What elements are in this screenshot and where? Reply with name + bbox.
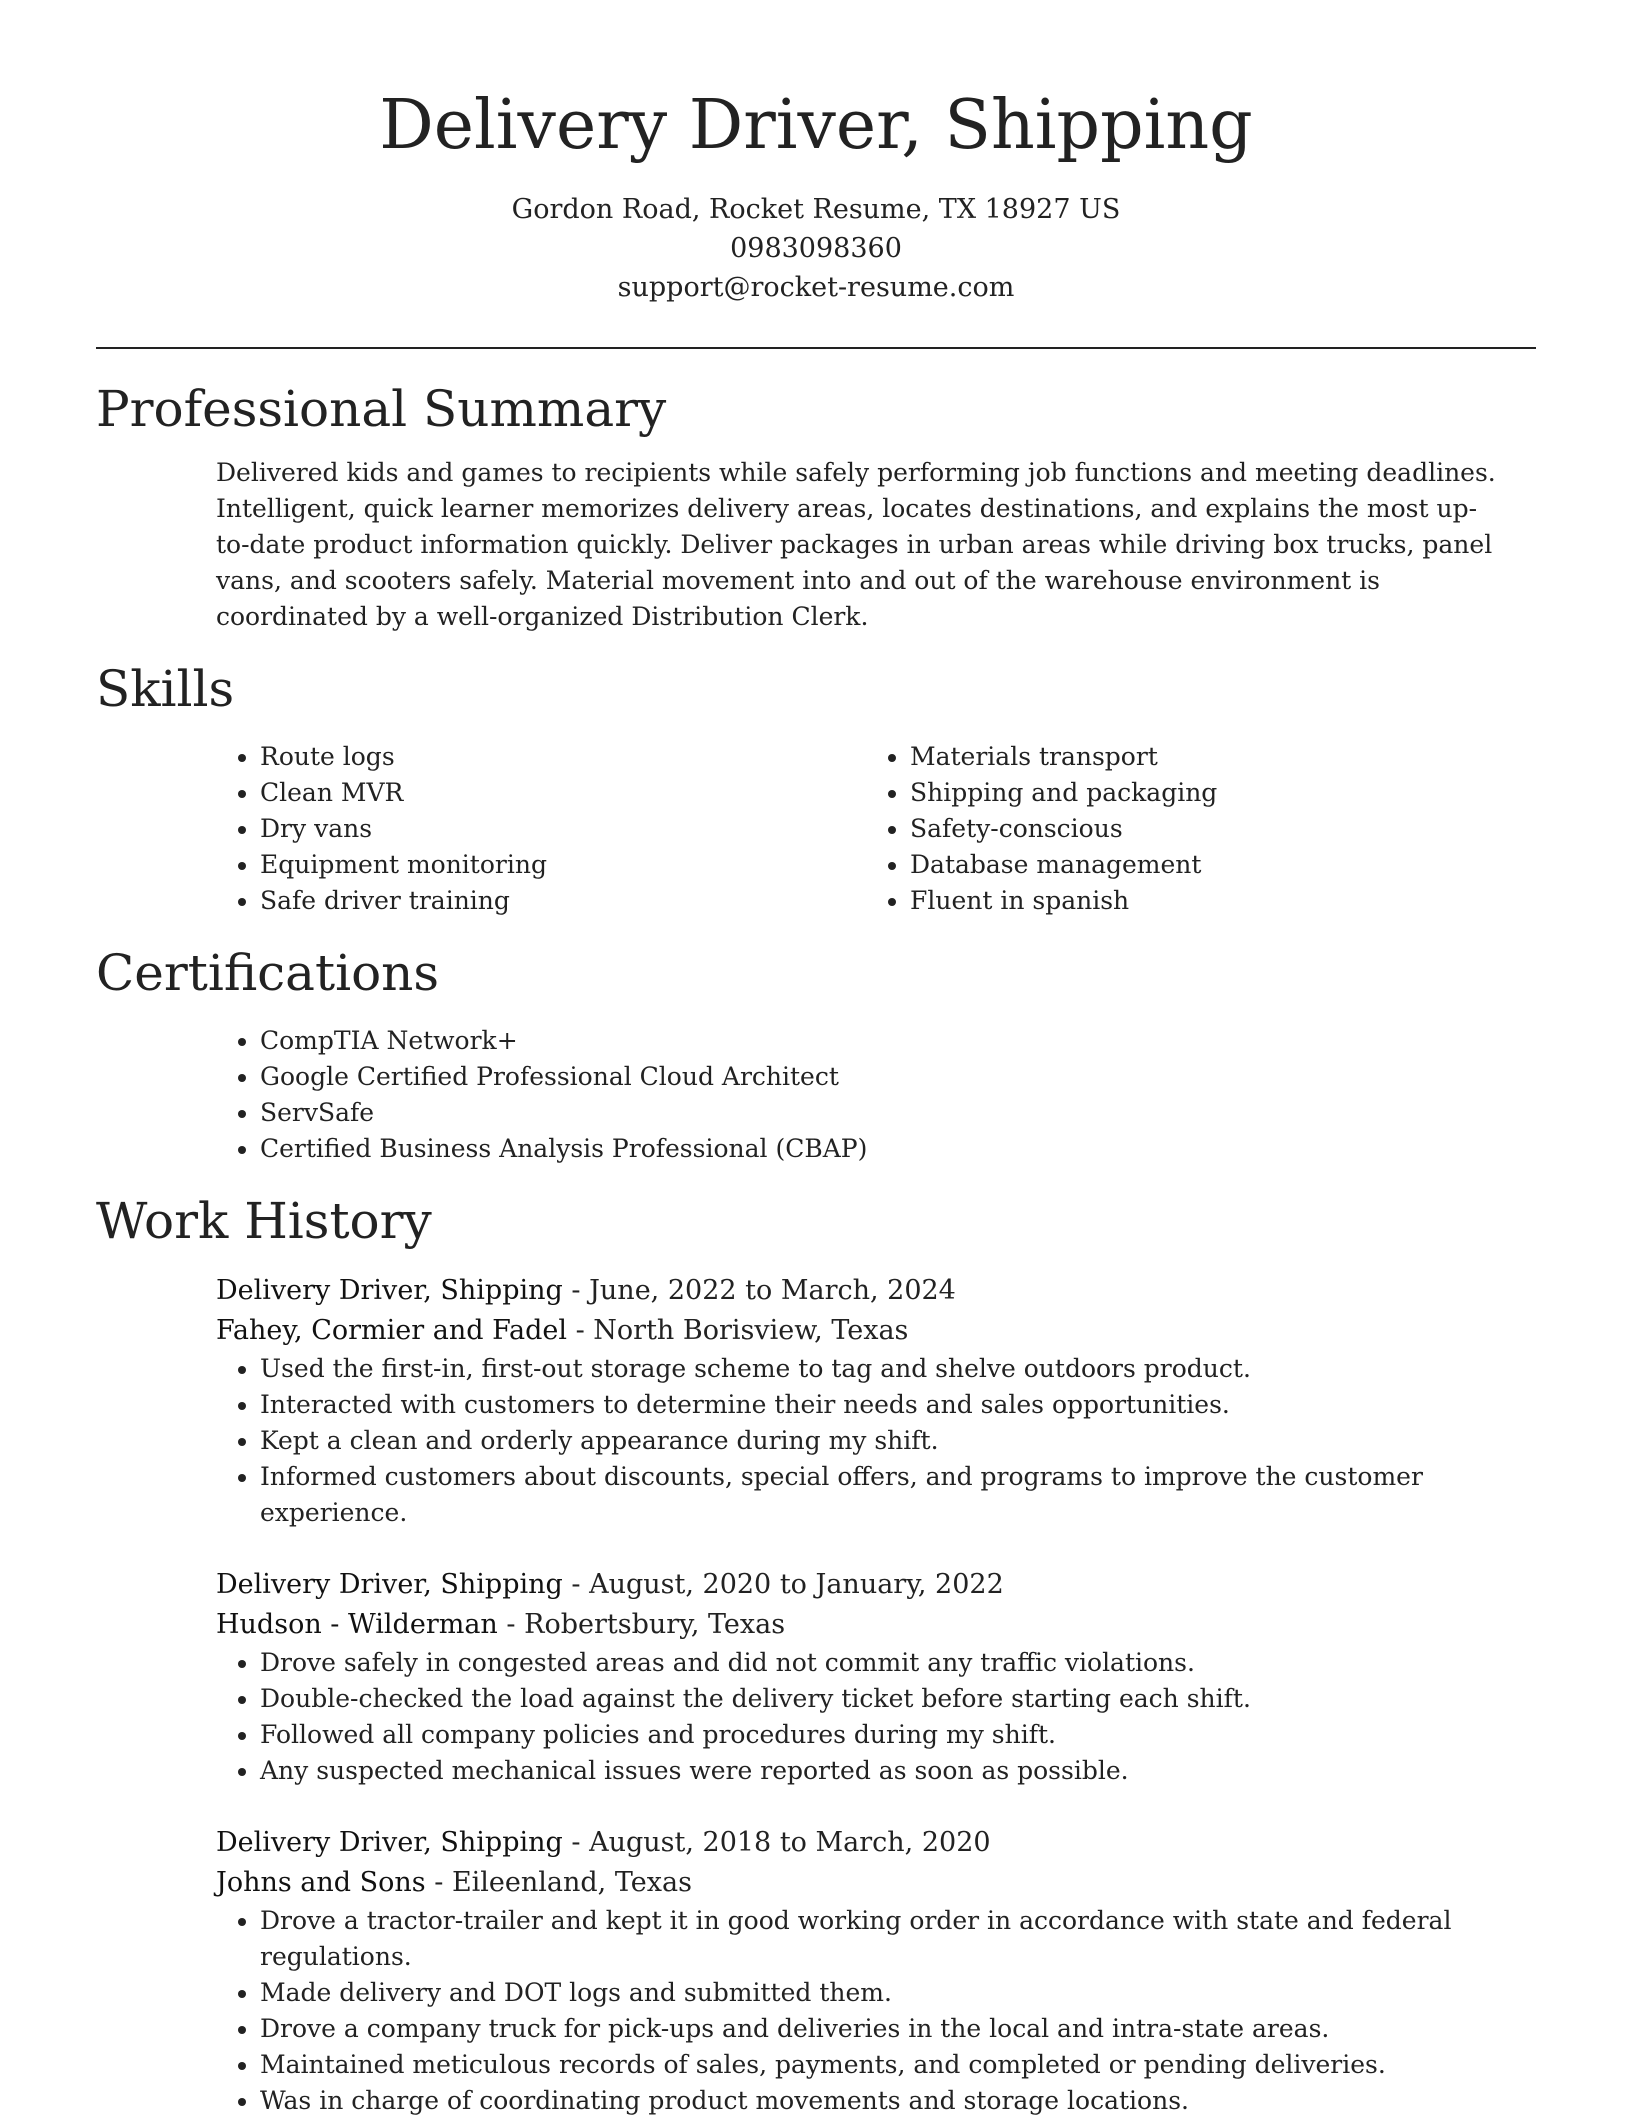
job-entry xyxy=(216,1565,1536,1789)
job-bullet: • Informed customers about discounts, special offers, and programs to improve the customer experience. xyxy=(260,1459,1536,1531)
job-dates: June, 2022 to March, 2024 xyxy=(589,1275,956,1306)
job-entry xyxy=(216,1823,1536,2119)
work-history-heading: Work History xyxy=(96,1192,432,1250)
skill-item: • Database management xyxy=(910,847,1516,883)
job-bullets xyxy=(216,1351,1536,1531)
skill-item: • Dry vans xyxy=(260,811,866,847)
job-bullet: • Any suspected mechanical issues were reported as soon as possible. xyxy=(260,1753,1536,1789)
skills-heading: Skills xyxy=(96,660,235,718)
job-company-line: Hudson - Wilderman - Robertsbury, Texas xyxy=(216,1609,786,1640)
job-entry xyxy=(216,1271,1536,1531)
certifications-heading: Certifications xyxy=(96,944,440,1002)
job-company-line: Johns and Sons - Eileenland, Texas xyxy=(216,1867,692,1898)
job-bullet: • Used the first-in, first-out storage scheme to tag and shelve outdoors product. xyxy=(260,1351,1536,1387)
job-bullet: • Drove a tractor-trailer and kept it in good working order in accordance with state and federal regulations. xyxy=(260,1903,1536,1975)
job-dates: August, 2020 to January, 2022 xyxy=(589,1569,1004,1600)
resume-header xyxy=(96,0,1536,307)
address: Gordon Road, Rocket Resume, TX 18927 US xyxy=(511,194,1121,225)
job-company: Hudson - Wilderman xyxy=(216,1609,498,1640)
job-company-line: Fahey, Cormier and Fadel - North Borisview, Texas xyxy=(216,1315,909,1346)
job-title-line: Delivery Driver, Shipping - June, 2022 to March, 2024 xyxy=(216,1275,956,1306)
skill-item: • Materials transport xyxy=(910,739,1516,775)
job-location: Eileenland, Texas xyxy=(451,1867,692,1898)
job-bullet: • Drove safely in congested areas and did not commit any traffic violations. xyxy=(260,1645,1536,1681)
certifications-items xyxy=(216,1023,1536,1167)
job-location: North Borisview, Texas xyxy=(593,1315,909,1346)
certifications-list xyxy=(216,1023,1536,1167)
summary-text: Delivered kids and games to recipients while safely performing job functions and meeting deadlines. Intelligent, quick learner memorizes delivery areas, locates destinations, and explains the most up-to-date product information quickly. Deliver packages in urban areas while driving box trucks, panel vans, and scooters safely. Material movement into and out of the warehouse environment is coordinated by a well-organized Distribution Clerk. xyxy=(216,458,1496,631)
skill-item: • Fluent in spanish xyxy=(910,883,1516,919)
email: support@rocket-resume.com xyxy=(617,272,1015,303)
skill-item: • Safe driver training xyxy=(260,883,866,919)
job-bullet: • Drove a company truck for pick-ups and deliveries in the local and intra-state areas. xyxy=(260,2011,1536,2047)
job-bullets xyxy=(216,1903,1536,2119)
skills-column-left xyxy=(216,739,866,919)
certification-item: • Certified Business Analysis Professional (CBAP) xyxy=(260,1131,1536,1167)
job-bullet: • Double-checked the load against the delivery ticket before starting each shift. xyxy=(260,1681,1536,1717)
job-bullet: • Maintained meticulous records of sales, payments, and completed or pending deliveries. xyxy=(260,2047,1536,2083)
skill-item: • Shipping and packaging xyxy=(910,775,1516,811)
resume-page xyxy=(96,0,1536,2119)
certification-item: • Google Certified Professional Cloud Architect xyxy=(260,1059,1536,1095)
certification-item: • CompTIA Network+ xyxy=(260,1023,1536,1059)
contact-info xyxy=(96,190,1536,307)
phone: 0983098360 xyxy=(730,233,902,264)
skills-column-right xyxy=(866,739,1516,919)
job-bullet: • Kept a clean and orderly appearance during my shift. xyxy=(260,1423,1536,1459)
job-title-line: Delivery Driver, Shipping - August, 2018 to March, 2020 xyxy=(216,1827,991,1858)
job-company: Fahey, Cormier and Fadel xyxy=(216,1315,567,1346)
job-title-line: Delivery Driver, Shipping - August, 2020 to January, 2022 xyxy=(216,1569,1004,1600)
job-location: Robertsbury, Texas xyxy=(524,1609,786,1640)
job-title: Delivery Driver, Shipping xyxy=(216,1569,563,1600)
job-title: Delivery Driver, Shipping xyxy=(216,1827,563,1858)
job-bullet: • Followed all company policies and procedures during my shift. xyxy=(260,1717,1536,1753)
job-company: Johns and Sons xyxy=(216,1867,426,1898)
certification-item: • ServSafe xyxy=(260,1095,1536,1131)
job-bullet: • Was in charge of coordinating product movements and storage locations. xyxy=(260,2083,1536,2119)
candidate-name: Delivery Driver, Shipping xyxy=(379,86,1253,165)
header-divider xyxy=(96,347,1536,349)
job-bullet: • Interacted with customers to determine their needs and sales opportunities. xyxy=(260,1387,1536,1423)
job-bullets xyxy=(216,1645,1536,1789)
skill-item: • Equipment monitoring xyxy=(260,847,866,883)
job-dates: August, 2018 to March, 2020 xyxy=(589,1827,991,1858)
skill-item: • Safety-conscious xyxy=(910,811,1516,847)
skill-item: • Route logs xyxy=(260,739,866,775)
skills-list xyxy=(216,739,1536,919)
skill-item: • Clean MVR xyxy=(260,775,866,811)
job-title: Delivery Driver, Shipping xyxy=(216,1275,563,1306)
summary-heading: Professional Summary xyxy=(96,380,667,438)
job-bullet: • Made delivery and DOT logs and submitted them. xyxy=(260,1975,1536,2011)
